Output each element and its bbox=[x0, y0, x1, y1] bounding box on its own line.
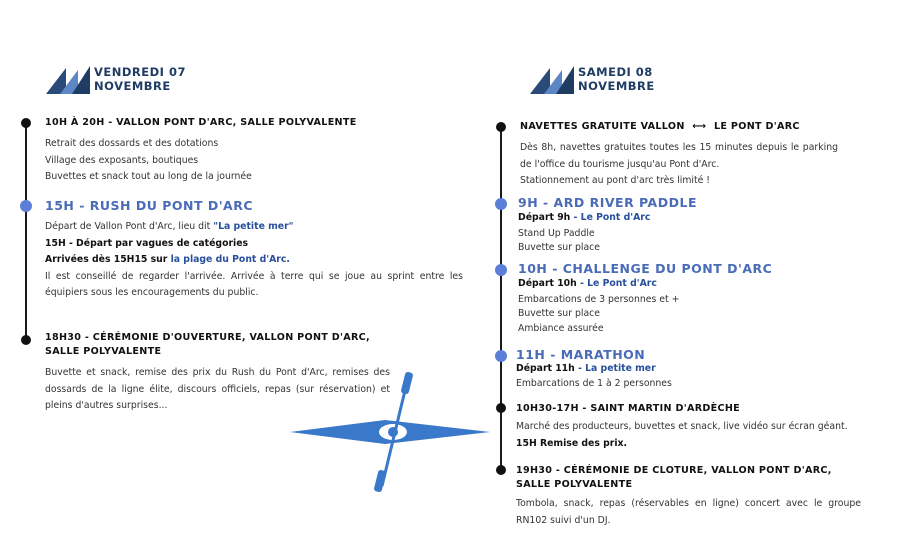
event-line: Buvettes et snack tout au long de la journée bbox=[45, 171, 252, 182]
event-title: 9H - ARD RIVER PADDLE bbox=[518, 195, 697, 210]
event-place: "La petite mer" bbox=[213, 221, 294, 232]
saturday-event-marathon bbox=[516, 348, 834, 392]
event-line: Buvette sur place bbox=[518, 308, 600, 319]
event-place: - La petite mer bbox=[574, 363, 656, 374]
event-text: Buvette et snack, remise des prix du Rush du Pont d'Arc, remises des dossards de la ligne élite, discours officiels, repas (sur réservation) et pleins d'autres surprises... bbox=[45, 367, 390, 411]
saturday-dot-2 bbox=[495, 198, 507, 210]
sail-logo-icon bbox=[530, 64, 574, 94]
event-line: Ambiance assurée bbox=[518, 322, 604, 334]
friday-event-rush bbox=[45, 199, 463, 302]
event-text: 15H Remise des prix. bbox=[516, 437, 628, 449]
saturday-event-challenge bbox=[518, 262, 836, 336]
friday-dot-1 bbox=[21, 118, 31, 128]
event-text: Tombola, snack, repas (réservables en ligne) concert avec le groupe RN102 suivi d'un DJ. bbox=[516, 498, 861, 526]
friday-event-registration bbox=[45, 116, 445, 186]
event-place: la plage du Pont d'Arc. bbox=[170, 254, 290, 265]
event-text: Départ de Vallon Pont d'Arc, lieu dit bbox=[45, 221, 214, 232]
event-title-text: NAVETTES GRATUITE VALLON bbox=[520, 121, 685, 132]
saturday-title: SAMEDI 08 NOVEMBRE bbox=[578, 65, 655, 93]
event-title: 15H - RUSH DU PONT D'ARC bbox=[45, 198, 254, 213]
event-line: Village des exposants, boutiques bbox=[45, 154, 199, 166]
event-depart bbox=[518, 210, 836, 227]
friday-timeline-line bbox=[25, 124, 27, 340]
friday-header bbox=[46, 64, 186, 94]
event-line bbox=[45, 252, 463, 269]
sail-logo-icon bbox=[46, 64, 90, 94]
friday-dot-2 bbox=[20, 200, 32, 212]
friday-title: VENDREDI 07 NOVEMBRE bbox=[94, 65, 186, 93]
event-line: Il est conseillé de regarder l'arrivée. Arrivée à terre qui se joue au sprint entre les équipiers sous les encouragements du public. bbox=[45, 270, 463, 298]
saturday-header bbox=[530, 64, 655, 94]
event-depart-time: Départ 10h bbox=[518, 278, 577, 289]
friday-dot-3 bbox=[21, 335, 31, 345]
saturday-timeline-line bbox=[500, 128, 502, 470]
kayak-icon bbox=[290, 372, 490, 492]
saturday-dot-6 bbox=[496, 465, 506, 475]
saturday-event-shuttles bbox=[520, 120, 838, 190]
saturday-event-market bbox=[516, 402, 856, 452]
saturday-dot-5 bbox=[496, 403, 506, 413]
saturday-dot-4 bbox=[495, 350, 507, 362]
event-line bbox=[45, 219, 463, 236]
saturday-dot-1 bbox=[496, 122, 506, 132]
event-title-text: LE PONT D'ARC bbox=[714, 121, 800, 132]
event-text: Dès 8h, navettes gratuites toutes les 15 minutes depuis le parking de l'office du tourisme jusqu'au Pont d'Arc. bbox=[520, 142, 838, 170]
event-title bbox=[520, 120, 838, 134]
event-place: - Le Pont d'Arc bbox=[570, 212, 651, 223]
saturday-dot-3 bbox=[495, 264, 507, 276]
event-line: 15H - Départ par vagues de catégories bbox=[45, 237, 249, 249]
event-title: 19H30 - CÉRÉMONIE DE CLOTURE, VALLON PONT D'ARC, SALLE POLYVALENTE bbox=[516, 465, 832, 490]
event-title: 10H - CHALLENGE DU PONT D'ARC bbox=[518, 261, 773, 276]
event-depart-time: Départ 9h bbox=[518, 212, 571, 223]
event-line: Stand Up Paddle bbox=[518, 227, 595, 239]
event-text: Arrivées dès 15H15 sur bbox=[45, 254, 171, 265]
event-text: Marché des producteurs, buvettes et snack, live vidéo sur écran géant. bbox=[516, 421, 848, 432]
event-title: 18H30 - CÉRÉMONIE D'OUVERTURE, VALLON PONT D'ARC, SALLE POLYVALENTE bbox=[45, 332, 370, 357]
event-place: - Le Pont d'Arc bbox=[576, 278, 657, 289]
event-depart bbox=[516, 362, 834, 376]
double-arrow-icon: ⟷ bbox=[692, 121, 707, 132]
event-depart-time: Départ 11h bbox=[516, 363, 575, 374]
event-title: 10H30-17H - SAINT MARTIN D'ARDÈCHE bbox=[516, 403, 741, 414]
event-line: Embarcations de 1 à 2 personnes bbox=[516, 378, 672, 389]
event-depart bbox=[518, 276, 836, 293]
event-line: Embarcations de 3 personnes et + bbox=[518, 293, 680, 305]
event-title: 11H - MARATHON bbox=[516, 347, 646, 362]
event-line: Buvette sur place bbox=[518, 242, 600, 253]
saturday-event-closing bbox=[516, 464, 861, 529]
saturday-event-paddle bbox=[518, 196, 836, 256]
saturday-column bbox=[480, 0, 900, 560]
event-title: 10H À 20H - VALLON PONT D'ARC, SALLE POLYVALENTE bbox=[45, 117, 357, 128]
event-text: Stationnement au pont d'arc très limité ! bbox=[520, 175, 711, 186]
event-line: Retrait des dossards et des dotations bbox=[45, 138, 219, 149]
